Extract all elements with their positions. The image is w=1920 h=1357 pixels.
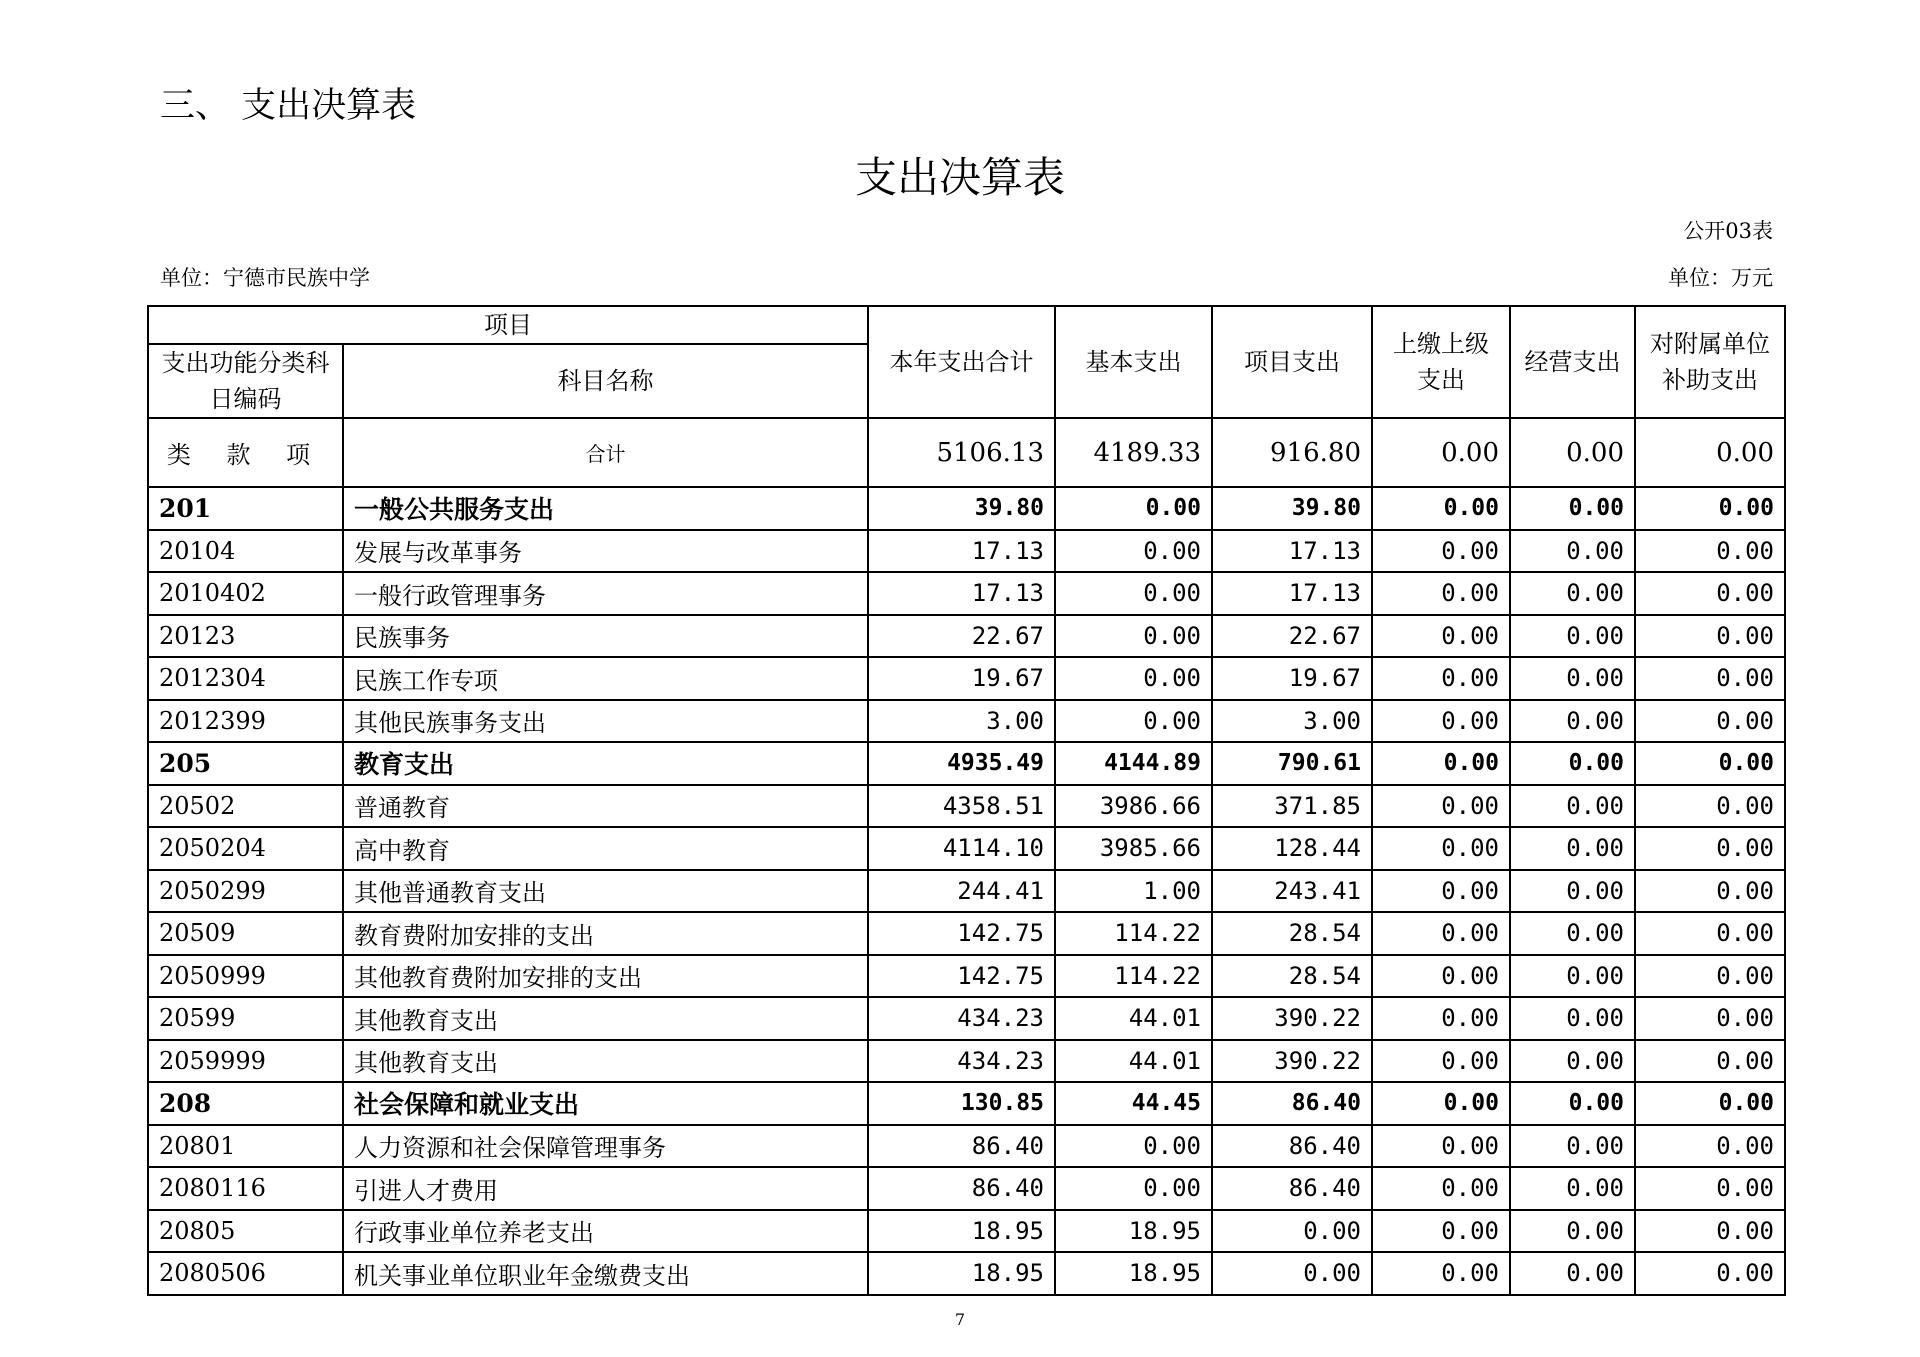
row-subsidy: 0.00 [1635,700,1785,743]
row-basic: 3986.66 [1055,785,1212,828]
row-project: 19.67 [1212,657,1372,700]
page-title: 支出决算表 [854,153,1065,202]
row-name: 其他普通教育支出 [343,870,868,913]
row-upper: 0.00 [1372,997,1510,1040]
row-project: 390.22 [1212,997,1372,1040]
row-project: 17.13 [1212,530,1372,573]
row-project: 390.22 [1212,1040,1372,1083]
total-basic: 4189.33 [1055,418,1212,487]
row-project: 128.44 [1212,827,1372,870]
row-name: 一般行政管理事务 [343,572,868,615]
table-row [148,1040,1785,1083]
row-business: 0.00 [1510,1040,1635,1083]
total-business: 0.00 [1510,418,1635,487]
table-row [148,912,1785,955]
row-code: 208 [148,1082,343,1125]
row-project: 86.40 [1212,1082,1372,1125]
row-total: 3.00 [868,700,1055,743]
table-row [148,1167,1785,1210]
row-basic: 0.00 [1055,530,1212,573]
row-code: 2059999 [148,1040,343,1083]
unit-organization: 单位：宁德市民族中学 [160,266,370,290]
row-project: 86.40 [1212,1167,1372,1210]
row-subsidy: 0.00 [1635,1210,1785,1253]
row-business: 0.00 [1510,487,1635,530]
row-business: 0.00 [1510,1082,1635,1125]
row-subsidy: 0.00 [1635,955,1785,998]
row-project: 28.54 [1212,955,1372,998]
row-upper: 0.00 [1372,572,1510,615]
row-name: 人力资源和社会保障管理事务 [343,1125,868,1168]
row-project: 790.61 [1212,742,1372,785]
row-total: 142.75 [868,912,1055,955]
table-row [148,572,1785,615]
row-basic: 3985.66 [1055,827,1212,870]
row-project: 86.40 [1212,1125,1372,1168]
header-basic: 基本支出 [1055,306,1212,418]
row-name: 普通教育 [343,785,868,828]
row-project: 22.67 [1212,615,1372,658]
total-project: 916.80 [1212,418,1372,487]
row-subsidy: 0.00 [1635,530,1785,573]
row-code: 20104 [148,530,343,573]
row-total: 22.67 [868,615,1055,658]
row-basic: 1.00 [1055,870,1212,913]
row-subsidy: 0.00 [1635,572,1785,615]
row-business: 0.00 [1510,742,1635,785]
row-upper: 0.00 [1372,955,1510,998]
row-subsidy: 0.00 [1635,657,1785,700]
table-row [148,657,1785,700]
table-row [148,1252,1785,1295]
row-project: 0.00 [1212,1210,1372,1253]
row-total: 244.41 [868,870,1055,913]
row-code: 20801 [148,1125,343,1168]
total-upper: 0.00 [1372,418,1510,487]
row-basic: 114.22 [1055,955,1212,998]
row-total: 142.75 [868,955,1055,998]
row-upper: 0.00 [1372,615,1510,658]
row-business: 0.00 [1510,912,1635,955]
row-subsidy: 0.00 [1635,1040,1785,1083]
row-upper: 0.00 [1372,530,1510,573]
row-total: 130.85 [868,1082,1055,1125]
row-basic: 114.22 [1055,912,1212,955]
row-business: 0.00 [1510,870,1635,913]
row-total: 39.80 [868,487,1055,530]
row-total: 86.40 [868,1125,1055,1168]
row-business: 0.00 [1510,785,1635,828]
row-name: 民族工作专项 [343,657,868,700]
row-name: 行政事业单位养老支出 [343,1210,868,1253]
row-basic: 0.00 [1055,615,1212,658]
row-upper: 0.00 [1372,1210,1510,1253]
row-subsidy: 0.00 [1635,615,1785,658]
row-upper: 0.00 [1372,870,1510,913]
table-row [148,1082,1785,1125]
row-business: 0.00 [1510,1167,1635,1210]
row-business: 0.00 [1510,700,1635,743]
row-upper: 0.00 [1372,1082,1510,1125]
row-code: 20502 [148,785,343,828]
table-row [148,615,1785,658]
table-row [148,827,1785,870]
row-basic: 4144.89 [1055,742,1212,785]
row-upper: 0.00 [1372,657,1510,700]
row-basic: 44.01 [1055,1040,1212,1083]
header-item: 项目 [148,306,868,344]
header-subsidy: 对附属单位补助支出 [1635,306,1785,418]
row-name: 引进人才费用 [343,1167,868,1210]
expenditure-table [147,305,1786,1296]
row-basic: 0.00 [1055,572,1212,615]
row-basic: 44.01 [1055,997,1212,1040]
row-subsidy: 0.00 [1635,870,1785,913]
table-row [148,742,1785,785]
row-subsidy: 0.00 [1635,1167,1785,1210]
row-business: 0.00 [1510,657,1635,700]
table-row [148,487,1785,530]
row-subsidy: 0.00 [1635,1252,1785,1295]
row-name: 其他民族事务支出 [343,700,868,743]
row-upper: 0.00 [1372,1167,1510,1210]
unit-currency: 单位：万元 [1668,266,1773,290]
table-row [148,785,1785,828]
row-code: 2050299 [148,870,343,913]
row-code: 2012399 [148,700,343,743]
row-name: 高中教育 [343,827,868,870]
row-upper: 0.00 [1372,1125,1510,1168]
row-code: 2080116 [148,1167,343,1210]
row-subsidy: 0.00 [1635,487,1785,530]
row-project: 0.00 [1212,1252,1372,1295]
row-business: 0.00 [1510,997,1635,1040]
row-code: 20599 [148,997,343,1040]
row-basic: 0.00 [1055,1125,1212,1168]
row-upper: 0.00 [1372,912,1510,955]
row-project: 39.80 [1212,487,1372,530]
row-project: 3.00 [1212,700,1372,743]
table-row [148,530,1785,573]
row-name: 其他教育支出 [343,997,868,1040]
table-row [148,997,1785,1040]
row-upper: 0.00 [1372,742,1510,785]
row-upper: 0.00 [1372,1252,1510,1295]
total-label: 合计 [343,418,868,487]
row-business: 0.00 [1510,615,1635,658]
row-basic: 0.00 [1055,700,1212,743]
row-total: 4358.51 [868,785,1055,828]
header-total: 本年支出合计 [868,306,1055,418]
row-business: 0.00 [1510,530,1635,573]
header-upper: 上缴上级支出 [1372,306,1510,418]
row-subsidy: 0.00 [1635,827,1785,870]
row-code: 2080506 [148,1252,343,1295]
row-project: 28.54 [1212,912,1372,955]
row-name: 教育费附加安排的支出 [343,912,868,955]
row-upper: 0.00 [1372,827,1510,870]
row-subsidy: 0.00 [1635,1082,1785,1125]
row-total: 17.13 [868,530,1055,573]
row-business: 0.00 [1510,955,1635,998]
table-row [148,955,1785,998]
row-basic: 0.00 [1055,1167,1212,1210]
header-kind: 类 款 项 [148,418,343,487]
row-upper: 0.00 [1372,700,1510,743]
table-row [148,1210,1785,1253]
row-project: 243.41 [1212,870,1372,913]
row-total: 4114.10 [868,827,1055,870]
row-code: 2050204 [148,827,343,870]
table-row [148,870,1785,913]
row-total: 17.13 [868,572,1055,615]
row-name: 社会保障和就业支出 [343,1082,868,1125]
row-code: 201 [148,487,343,530]
row-business: 0.00 [1510,1252,1635,1295]
row-basic: 18.95 [1055,1252,1212,1295]
table-row [148,1125,1785,1168]
section-heading: 三、 支出决算表 [160,86,417,126]
total-sum: 5106.13 [868,418,1055,487]
row-subsidy: 0.00 [1635,742,1785,785]
row-basic: 44.45 [1055,1082,1212,1125]
row-code: 2010402 [148,572,343,615]
row-business: 0.00 [1510,1125,1635,1168]
row-total: 434.23 [868,1040,1055,1083]
form-code: 公开03表 [1683,219,1773,243]
row-project: 371.85 [1212,785,1372,828]
row-name: 其他教育支出 [343,1040,868,1083]
row-name: 民族事务 [343,615,868,658]
row-business: 0.00 [1510,1210,1635,1253]
row-total: 18.95 [868,1252,1055,1295]
row-upper: 0.00 [1372,487,1510,530]
header-code: 支出功能分类科日编码 [148,344,343,418]
row-code: 20123 [148,615,343,658]
row-project: 17.13 [1212,572,1372,615]
total-row [148,418,1785,487]
row-code: 2050999 [148,955,343,998]
row-code: 20805 [148,1210,343,1253]
row-name: 其他教育费附加安排的支出 [343,955,868,998]
row-upper: 0.00 [1372,785,1510,828]
row-business: 0.00 [1510,827,1635,870]
row-total: 4935.49 [868,742,1055,785]
row-subsidy: 0.00 [1635,1125,1785,1168]
row-code: 2012304 [148,657,343,700]
row-name: 发展与改革事务 [343,530,868,573]
row-code: 20509 [148,912,343,955]
table-row [148,700,1785,743]
row-name: 机关事业单位职业年金缴费支出 [343,1252,868,1295]
row-basic: 18.95 [1055,1210,1212,1253]
row-name: 一般公共服务支出 [343,487,868,530]
row-total: 86.40 [868,1167,1055,1210]
row-basic: 0.00 [1055,487,1212,530]
row-code: 205 [148,742,343,785]
total-subsidy: 0.00 [1635,418,1785,487]
row-total: 18.95 [868,1210,1055,1253]
header-project: 项目支出 [1212,306,1372,418]
row-business: 0.00 [1510,572,1635,615]
row-upper: 0.00 [1372,1040,1510,1083]
row-name: 教育支出 [343,742,868,785]
row-subsidy: 0.00 [1635,912,1785,955]
row-subsidy: 0.00 [1635,997,1785,1040]
row-basic: 0.00 [1055,657,1212,700]
row-total: 434.23 [868,997,1055,1040]
header-business: 经营支出 [1510,306,1635,418]
page-number: 7 [954,1310,966,1329]
header-name: 科目名称 [343,344,868,418]
row-total: 19.67 [868,657,1055,700]
row-subsidy: 0.00 [1635,785,1785,828]
